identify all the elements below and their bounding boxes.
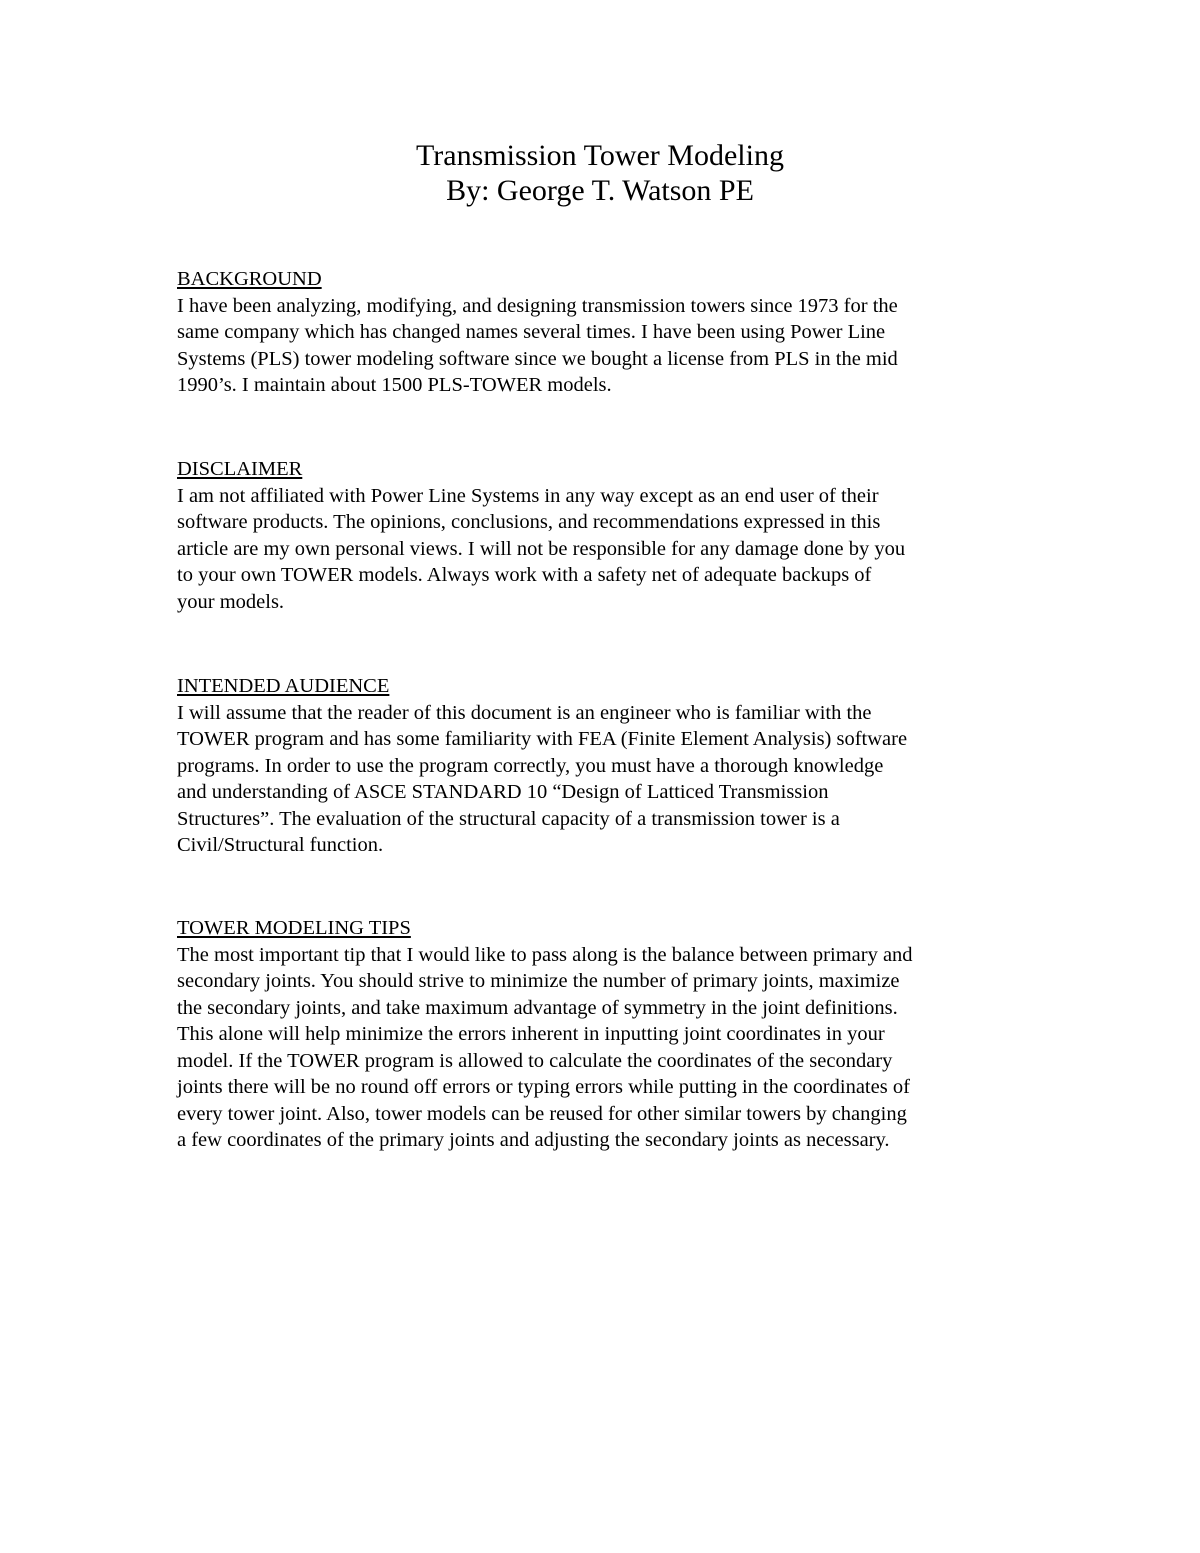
paragraph-line: The most important tip that I would like to pass along is the balance between primary and [177, 943, 913, 966]
paragraph-line: same company which has changed names several times. I have been using Power Line [177, 321, 886, 343]
paragraph-line: Structures”. The evaluation of the structural capacity of a transmission tower is a [177, 807, 840, 830]
paragraph-line: the secondary joints, and take maximum advantage of symmetry in the joint definitions. [177, 996, 898, 1019]
section-heading-background: BACKGROUND [177, 268, 322, 290]
paragraph-line: Civil/Structural function. [177, 834, 384, 856]
paragraph-line: This alone will help minimize the errors inherent in inputting joint coordinates in your [177, 1023, 885, 1045]
section-disclaimer [177, 456, 1037, 615]
author-line: By: George T. Watson PE [446, 174, 754, 207]
paragraph-line: TOWER program and has some familiarity with FEA (Finite Element Analysis) software [177, 728, 908, 750]
section-intended-audience [177, 673, 1037, 859]
paragraph-line: secondary joints. You should strive to minimize the number of primary joints, maximize [177, 970, 900, 992]
paragraph-line: I have been analyzing, modifying, and designing transmission towers since 1973 for the [177, 294, 898, 317]
section-heading-disclaimer: DISCLAIMER [177, 458, 303, 480]
title-block [0, 138, 1200, 208]
section-heading-intended-audience: INTENDED AUDIENCE [177, 675, 390, 697]
section-heading-tower-modeling-tips: TOWER MODELING TIPS [177, 917, 411, 939]
paragraph-line: programs. In order to use the program correctly, you must have a thorough knowledge [177, 754, 884, 777]
paragraph-line: article are my own personal views. I will not be responsible for any damage done by you [177, 537, 906, 560]
section-tower-modeling-tips [177, 915, 1037, 1154]
paragraph-line: 1990’s. I maintain about 1500 PLS-TOWER models. [177, 374, 612, 396]
paragraph-line: joints there will be no round off errors or typing errors while putting in the coordinates of [177, 1076, 910, 1098]
paragraph-line: your models. [177, 590, 285, 613]
paragraph-line: model. If the TOWER program is allowed to calculate the coordinates of the secondary [177, 1049, 893, 1072]
paragraph-line: Systems (PLS) tower modeling software since we bought a license from PLS in the mid [177, 347, 898, 370]
paragraph-line: and understanding of ASCE STANDARD 10 “Design of Latticed Transmission [177, 781, 829, 803]
paragraph-line: software products. The opinions, conclusions, and recommendations expressed in this [177, 511, 881, 533]
section-background [177, 266, 1037, 399]
paragraph-line: every tower joint. Also, tower models can be reused for other similar towers by changing [177, 1102, 907, 1125]
paragraph-line: to your own TOWER models. Always work with a safety net of adequate backups of [177, 564, 872, 586]
document-title: Transmission Tower Modeling [416, 139, 784, 172]
paragraph-line: a few coordinates of the primary joints and adjusting the secondary joints as necessary. [177, 1129, 890, 1151]
paragraph-line: I will assume that the reader of this document is an engineer who is familiar with the [177, 701, 872, 724]
paragraph-line: I am not affiliated with Power Line Systems in any way except as an end user of their [177, 484, 879, 507]
